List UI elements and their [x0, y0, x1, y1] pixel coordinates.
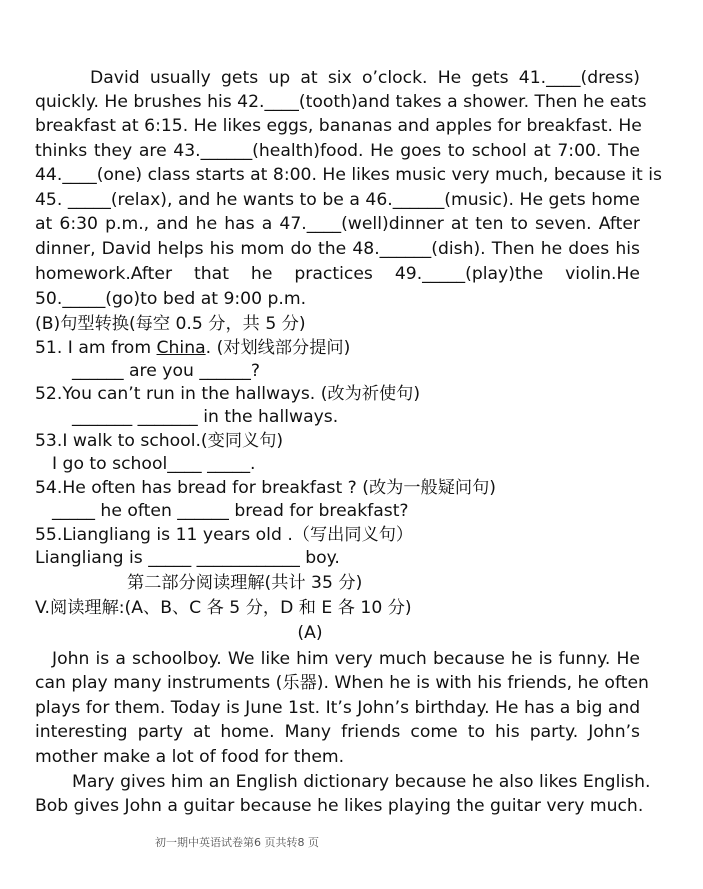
page-footer: 初一期中英语试卷第6 页共转8 页	[155, 836, 319, 849]
passage-line-9: homework.After that he practices 49._____(play)the violin.He	[35, 264, 640, 284]
passage-line-2: quickly. He brushes his 42.____(tooth)and takes a shower. Then he eats	[35, 92, 647, 112]
reading-line-6: Mary gives him an English dictionary because he also likes English.	[72, 772, 651, 792]
reading-line-7: Bob gives John a guitar because he likes playing the guitar very much.	[35, 796, 644, 816]
reading-line-1: John is a schoolboy. We like him very much because he is funny. He	[52, 649, 640, 669]
passage-line-4: thinks they are 43.______(health)food. He goes to school at 7:00. The	[35, 141, 640, 161]
question-51-prefix: 51. I am from	[35, 338, 157, 358]
answer-52: _______ _______ in the hallways.	[72, 407, 339, 427]
question-54: 54.He often has bread for breakfast ? (改为一般疑问句)	[35, 478, 496, 498]
question-51-suffix: . (对划线部分提问)	[205, 338, 351, 358]
question-52: 52.You can’t run in the hallways. (改为祈使句)	[35, 384, 421, 404]
reading-line-2: can play many instruments (乐器). When he is with his friends, he often	[35, 673, 649, 693]
reading-line-4: interesting party at home. Many friends come to his party. John’s	[35, 722, 640, 742]
question-55: 55.Liangliang is 11 years old .（写出同义句）	[35, 525, 414, 545]
answer-55: Liangliang is _____ ____________ boy.	[35, 548, 340, 568]
passage-a-label: (A)	[297, 623, 323, 643]
question-51-underlined: China	[156, 338, 206, 358]
answer-51: ______ are you ______?	[72, 361, 261, 381]
reading-line-3: plays for them. Today is June 1st. It’s John’s birthday. He has a big and	[35, 698, 641, 718]
passage-line-5: 44.____(one) class starts at 8:00. He likes music very much, because it is	[35, 165, 662, 185]
question-53: 53.I walk to school.(变同义句)	[35, 431, 284, 451]
passage-line-3: breakfast at 6:15. He likes eggs, bananas and apples for breakfast. He	[35, 116, 642, 136]
question-51	[35, 336, 640, 360]
passage-line-1: David usually gets up at six o’clock. He gets 41.____(dress)	[90, 68, 640, 88]
part-two-title: 第二部分阅读理解(共计 35 分)	[127, 573, 363, 593]
passage-line-6: 45. _____(relax), and he wants to be a 46.______(music). He gets home	[35, 190, 640, 210]
passage-line-7: at 6:30 p.m., and he has a 47.____(well)dinner at ten to seven. After	[35, 214, 640, 234]
passage-line-8: dinner, David helps his mom do the 48.______(dish). Then he does his	[35, 239, 640, 259]
answer-53: I go to school____ _____.	[52, 454, 256, 474]
answer-54: _____ he often ______ bread for breakfast?	[52, 501, 409, 521]
passage-line-10: 50._____(go)to bed at 9:00 p.m.	[35, 289, 307, 309]
reading-line-5: mother make a lot of food for them.	[35, 747, 345, 767]
section-v-title: V.阅读理解:(A、B、C 各 5 分，D 和 E 各 10 分)	[35, 598, 412, 618]
section-b-title: (B)句型转换(每空 0.5 分，共 5 分)	[35, 314, 306, 334]
